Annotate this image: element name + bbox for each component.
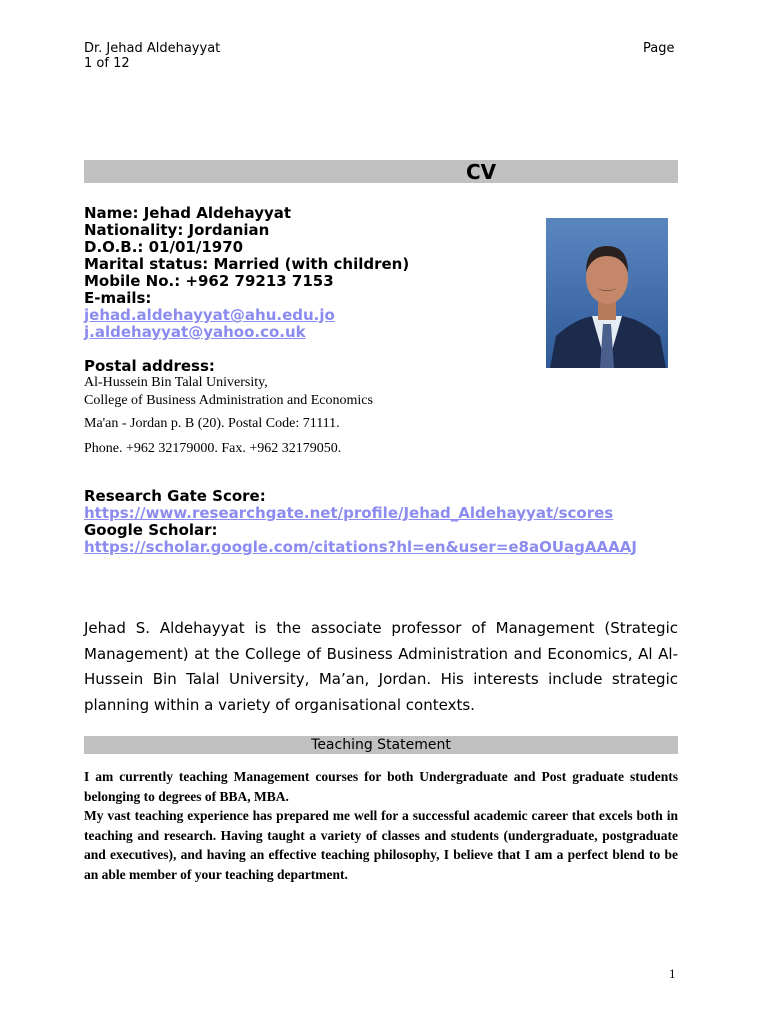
emails-label: E-mails:: [84, 289, 152, 307]
personal-info: [84, 205, 409, 341]
email-link-ahu[interactable]: jehad.aldehayyat@ahu.edu.jo: [84, 306, 335, 324]
postal-line-phone: Phone. +962 32179000. Fax. +962 32179050.: [84, 441, 342, 456]
cv-title-bar: [84, 160, 678, 183]
teaching-statement-body: [84, 767, 678, 884]
postal-line-college: College of Business Administration and Economics: [84, 393, 373, 408]
dob-line: D.O.B.: 01/01/1970: [84, 238, 244, 256]
intro-paragraph: Jehad S. Aldehayyat is the associate professor of Management (Strategic Management) at the College of Business Administration and Economics, Al Al-Hussein Bin Talal University, Ma’an, Jordan. His interests include strategic planning within a variety of organisational contexts.: [84, 619, 678, 714]
postal-line-university: Al-Hussein Bin Talal University,: [84, 375, 268, 390]
teaching-paragraph-2: My vast teaching experience has prepared me well for a successful academic career that excels both in teaching and research. Having taught a variety of classes and students (undergraduate, postgraduate and executives), and having an effective teaching philosophy, I believe that I am a perfect blend to be an able member of your teaching department.: [84, 808, 678, 882]
nationality-line: Nationality: Jordanian: [84, 221, 270, 239]
postal-address-label: Postal address:: [84, 357, 215, 375]
header-page-label: Page: [643, 41, 675, 56]
teaching-paragraph-1: I am currently teaching Management courses for both Undergraduate and Post graduate students belonging to degrees of BBA, MBA.: [84, 769, 678, 804]
research-links: [84, 488, 637, 556]
email-link-yahoo[interactable]: j.aldehayyat@yahoo.co.uk: [84, 323, 306, 341]
mobile-line: Mobile No.: +962 79213 7153: [84, 272, 334, 290]
header-page-of: 1 of 12: [84, 56, 130, 71]
teaching-statement-title: Teaching Statement: [311, 737, 451, 753]
marital-line: Marital status: Married (with children): [84, 255, 410, 273]
google-scholar-label: Google Scholar:: [84, 521, 218, 539]
google-scholar-link[interactable]: https://scholar.google.com/citations?hl=en&user=e8aOUagAAAAJ: [84, 538, 637, 556]
profile-photo: [546, 218, 668, 368]
running-header: [84, 41, 220, 71]
name-line: Name: Jehad Aldehayyat: [84, 204, 292, 222]
page-number: 1: [669, 966, 676, 981]
research-gate-label: Research Gate Score:: [84, 487, 266, 505]
cv-title: CV: [466, 160, 497, 184]
header-author: Dr. Jehad Aldehayyat: [84, 41, 221, 56]
research-gate-link[interactable]: https://www.researchgate.net/profile/Jehad_Aldehayyat/scores: [84, 504, 614, 522]
postal-line-city: Ma'an - Jordan p. B (20). Postal Code: 71111.: [84, 416, 340, 431]
